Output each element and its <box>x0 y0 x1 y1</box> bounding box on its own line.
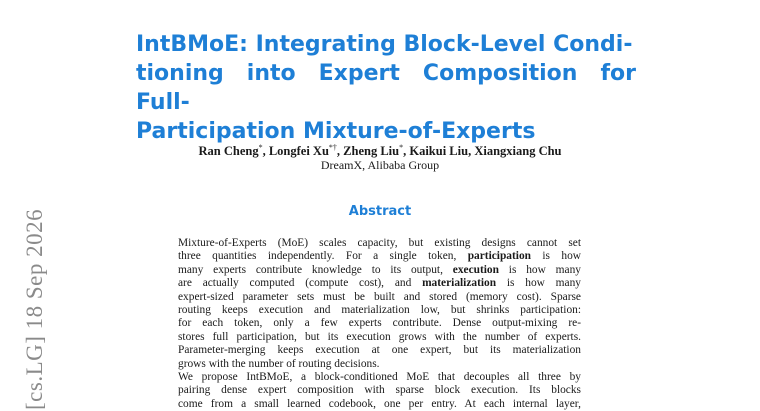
abstract-line <box>178 331 581 344</box>
author-separator: , <box>468 144 475 159</box>
author-name: Xiangxiang Chu <box>474 144 562 159</box>
abstract-line <box>178 371 581 384</box>
abstract-keyword: participation <box>467 250 531 263</box>
abstract-text: is how <box>530 250 581 263</box>
author-separator: , <box>336 144 344 159</box>
author-list <box>0 143 760 159</box>
abstract-heading: Abstract <box>348 204 412 219</box>
abstract-line <box>178 237 581 250</box>
abstract-text: for each token, only a few experts contribute. Dense output-mixing re- <box>178 317 581 330</box>
abstract-line <box>178 344 581 357</box>
author-separator: , <box>403 144 410 159</box>
abstract-text: are actually computed (compute cost), and <box>178 277 423 290</box>
title-line: Participation Mixture-of-Experts <box>136 119 536 144</box>
affiliation: DreamX, Alibaba Group <box>320 158 440 172</box>
abstract-line <box>178 358 581 371</box>
abstract-text: pairing dense expert composition with sparse block execution. Its blocks <box>178 384 581 397</box>
author-name: Zheng Liu <box>343 144 400 159</box>
abstract-line <box>178 384 581 397</box>
author-mark: * <box>399 143 404 152</box>
abstract-text: Parameter-merging keeps execution at one expert, but its materialization <box>178 344 581 357</box>
paper-title <box>136 30 636 146</box>
arxiv-sidebar-stamp: [cs.LG] 18 Sep 2026 <box>22 208 47 410</box>
author-separator: , <box>262 144 269 159</box>
abstract-text: We propose IntBMoE, a block-conditioned MoE that decouples all three by <box>178 370 581 383</box>
author-name: Kaikui Liu <box>409 144 469 159</box>
abstract-text: three quantities independently. For a single token, <box>178 250 468 263</box>
abstract-line <box>178 304 581 317</box>
abstract-keyword: execution <box>452 263 499 276</box>
title-line: tioning into Expert Composition for Full- <box>136 61 636 115</box>
abstract-text: is how many <box>496 277 581 290</box>
abstract-text: stores full participation, but its execution grows with the number of experts. <box>178 330 581 343</box>
author-mark: *† <box>328 143 337 152</box>
abstract-line <box>178 277 581 290</box>
abstract-text: many experts contribute knowledge to its output, <box>178 263 453 276</box>
abstract-line <box>178 264 581 277</box>
author-mark: * <box>258 143 263 152</box>
abstract-keyword: materialization <box>422 277 497 290</box>
abstract-line <box>178 291 581 304</box>
abstract-text: grows with the number of routing decisions. <box>178 357 380 370</box>
abstract-line <box>178 398 581 411</box>
abstract-text: come from a small learned codebook, one per entry. At each internal layer, <box>178 397 581 410</box>
author-name: Longfei Xu <box>268 144 329 159</box>
abstract-body <box>178 237 581 411</box>
abstract-text: is how many <box>498 263 581 276</box>
abstract-text: expert-sized parameter sets must be built and stored (memory cost). Sparse <box>178 290 581 303</box>
abstract-line <box>178 317 581 330</box>
title-line: IntBMoE: Integrating Block-Level Condi- <box>136 32 633 57</box>
abstract-text: routing keeps execution and materialization low, but shrinks participation: <box>178 303 581 316</box>
abstract-text: Mixture-of-Experts (MoE) scales capacity, but existing designs cannot set <box>178 237 581 249</box>
author-name: Ran Cheng <box>198 144 259 159</box>
abstract-line <box>178 250 581 263</box>
